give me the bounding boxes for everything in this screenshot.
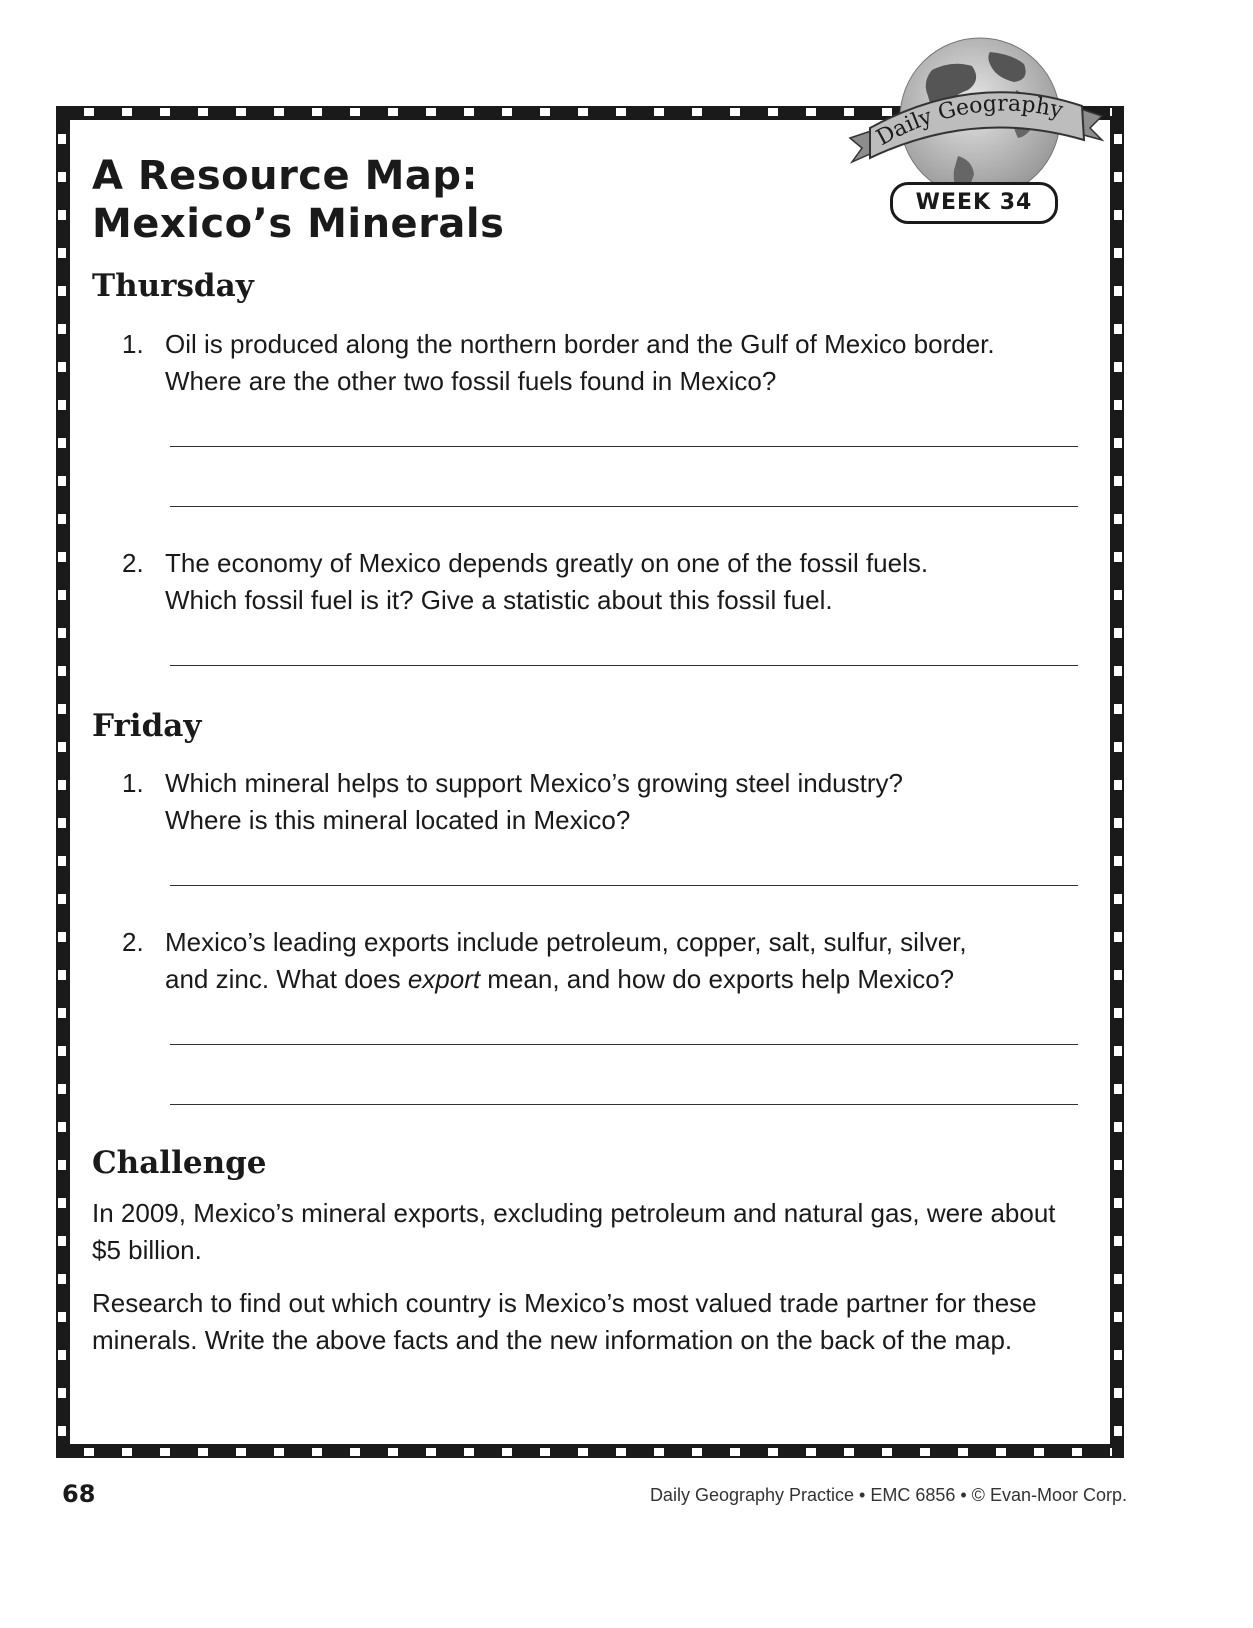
thursday-heading: Thursday	[92, 268, 254, 304]
question-number: 2.	[122, 548, 144, 578]
question-line: Mexico’s leading exports include petroleum, copper, salt, sulfur, silver,	[165, 927, 967, 957]
answer-line[interactable]	[170, 665, 1078, 666]
challenge-paragraph-1: In 2009, Mexico’s mineral exports, excluding petroleum and natural gas, were about $5 billion.	[92, 1198, 1056, 1265]
footer-credit: Daily Geography Practice • EMC 6856 • © Evan-Moor Corp.	[649, 1485, 1127, 1505]
question-number: 2.	[122, 927, 144, 957]
answer-line[interactable]	[170, 885, 1078, 886]
question-line: Oil is produced along the northern border and the Gulf of Mexico border.	[165, 329, 995, 359]
question-text: mean, and how do exports help Mexico?	[480, 964, 955, 994]
friday-question-1	[122, 765, 1082, 839]
friday-question-2	[122, 924, 1082, 998]
week-badge: WEEK 34	[890, 182, 1058, 224]
question-line: Where is this mineral located in Mexico?	[165, 805, 631, 835]
question-number: 1.	[122, 329, 144, 359]
answer-line[interactable]	[170, 446, 1078, 447]
question-line: Which mineral helps to support Mexico’s growing steel industry?	[165, 768, 903, 798]
question-line: Which fossil fuel is it? Give a statistic about this fossil fuel.	[165, 585, 833, 615]
border-left	[56, 106, 68, 1458]
question-number: 1.	[122, 768, 144, 798]
answer-line[interactable]	[170, 506, 1078, 507]
emphasized-term: export	[407, 964, 481, 994]
answer-line[interactable]	[170, 1044, 1078, 1045]
question-line: The economy of Mexico depends greatly on one of the fossil fuels.	[165, 548, 929, 578]
question-line	[165, 961, 1082, 998]
thursday-question-1	[122, 326, 1082, 400]
page-number: 68	[62, 1480, 96, 1508]
title-line-1: A Resource Map:	[92, 153, 478, 199]
challenge-paragraph-2: Research to find out which country is Mexico’s most valued trade partner for these minerals. Write the above facts and the new information on the back of the map.	[92, 1288, 1037, 1355]
question-line: Where are the other two fossil fuels found in Mexico?	[165, 366, 777, 396]
logo-ribbon-text: Daily Geography	[872, 91, 1066, 152]
border-right	[1112, 106, 1124, 1458]
page-title	[92, 152, 504, 248]
thursday-question-2	[122, 545, 1082, 619]
answer-line[interactable]	[170, 1104, 1078, 1105]
challenge-heading: Challenge	[92, 1145, 267, 1181]
friday-heading: Friday	[92, 708, 202, 744]
question-text: and zinc. What does	[165, 964, 408, 994]
border-bottom	[56, 1446, 1124, 1458]
title-line-2: Mexico’s Minerals	[92, 201, 505, 247]
